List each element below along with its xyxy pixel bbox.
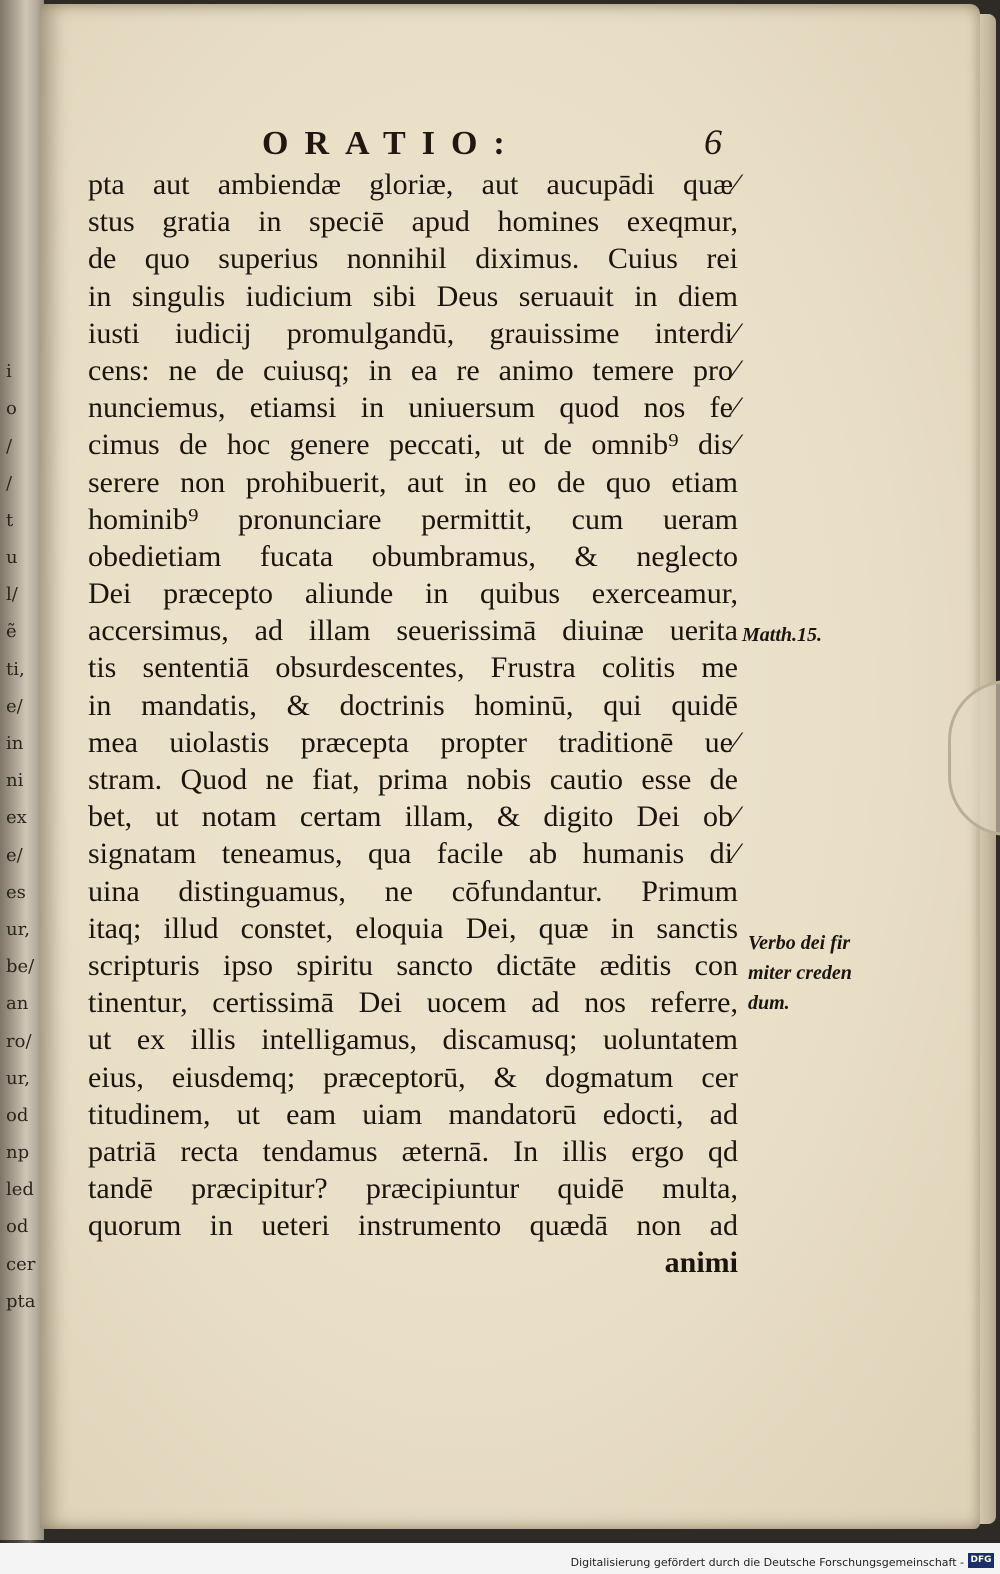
text-line: cimus de hoc genere peccati, ut de omnib⁹ dis⁄ xyxy=(88,428,738,462)
left-page-fragment: t xyxy=(6,509,14,531)
left-page-fragment xyxy=(6,279,36,316)
left-page-fragment: pta xyxy=(6,1290,36,1312)
text-line: in singulis iudicium sibi Deus seruauit in diem xyxy=(88,279,738,313)
left-page-fragment xyxy=(6,130,36,167)
left-page-fragment: l/ xyxy=(6,584,18,606)
left-page-edge xyxy=(0,0,44,1540)
left-page-fragment: u xyxy=(6,547,18,569)
text-line: signatam teneamus, qua facile ab humanis di⁄ xyxy=(88,837,738,871)
dfg-logo: DFG xyxy=(968,1553,994,1568)
text-line: cens: ne de cuiusq; in ea re animo temere pro⁄ xyxy=(88,353,738,387)
text-line: obedietiam fucata obumbramus, & neglecto xyxy=(88,539,738,573)
marginal-note-line: Verbo dei fir xyxy=(748,932,851,954)
text-line: patriā recta tendamus æternā. In illis ergo qd xyxy=(88,1134,738,1168)
left-page-fragment: e/ xyxy=(6,695,23,717)
left-page-fragment: an xyxy=(6,993,29,1015)
digitization-credit: Digitalisierung gefördert durch die Deutsche Forschungsgemeinschaft - xyxy=(570,1556,964,1569)
left-page-fragment: od xyxy=(6,1104,29,1126)
marginal-note-verbo-dei xyxy=(748,928,852,1018)
marginal-note-line: dum. xyxy=(748,992,790,1014)
text-line: eius, eiusdemq; præceptorū, & dogmatum cer xyxy=(88,1060,738,1094)
left-page-fragment xyxy=(6,167,36,204)
left-page-fragment: be/ xyxy=(6,956,35,978)
text-line: nunciemus, etiamsi in uniuersum quod nos fe⁄ xyxy=(88,391,738,425)
left-page-text-fragments xyxy=(6,130,36,1320)
main-text-block xyxy=(88,166,738,1282)
page-header xyxy=(262,122,722,165)
left-page-fragment: cer xyxy=(6,1253,36,1275)
text-line: ut ex illis intelligamus, discamusq; uoluntatem xyxy=(88,1023,738,1057)
text-line: titudinem, ut eam uiam mandatorū edocti, ad xyxy=(88,1097,738,1131)
text-line: uina distinguamus, ne cōfundantur. Primum xyxy=(88,874,738,908)
text-line: de quo superius nonnihil diximus. Cuius rei xyxy=(88,242,738,276)
text-line: Dei præcepto aliunde in quibus exerceamur, xyxy=(88,577,738,611)
left-page-fragment xyxy=(6,242,36,279)
left-page-fragment: e/ xyxy=(6,844,23,866)
left-page-fragment: ur, xyxy=(6,1067,30,1089)
text-line: mea uiolastis præcepta propter traditionē ue⁄ xyxy=(88,725,738,759)
text-line: in mandatis, & doctrinis hominū, qui quidē xyxy=(88,688,738,722)
text-line: accersimus, ad illam seuerissimā diuinæ uerita xyxy=(88,614,738,648)
text-line: tandē præcipitur? præcipiuntur quidē multa, xyxy=(88,1172,738,1206)
folio-number: 6 xyxy=(704,122,722,162)
text-line: stram. Quod ne fiat, prima nobis cautio esse de xyxy=(88,763,738,796)
text-line: quorum in ueteri instrumento quædā non ad xyxy=(88,1209,738,1243)
text-line: tis sententiā obsurdescentes, Frustra colitis me xyxy=(88,651,738,685)
left-page-fragment: ro/ xyxy=(6,1030,32,1052)
text-line: iusti iudicij promulgandū, grauissime interdi⁄ xyxy=(88,316,738,350)
left-page-fragment: ex xyxy=(6,807,27,829)
text-line: tinentur, certissimā Dei uocem ad nos referre, xyxy=(88,986,738,1020)
text-line: serere non prohibuerit, aut in eo de quo etiam xyxy=(88,465,738,499)
left-page-fragment: ni xyxy=(6,770,24,792)
catchword: animi xyxy=(664,1246,738,1280)
text-line: scripturis ipso spiritu sancto dictāte æditis con xyxy=(88,948,738,982)
marginal-note-line: miter creden xyxy=(748,962,852,984)
text-line: pta aut ambiendæ gloriæ, aut aucupādi quæ⁄ xyxy=(88,168,738,201)
left-page-fragment: es xyxy=(6,881,26,903)
text-line: stus gratia in speciē apud homines exeqmur, xyxy=(88,205,738,239)
left-page-fragment: i xyxy=(6,361,12,383)
left-page-fragment: ẽ xyxy=(6,621,17,643)
left-page-fragment: led xyxy=(6,1179,34,1201)
left-page-fragment: np xyxy=(6,1142,30,1164)
text-line: bet, ut notam certam illam, & digito Dei ob⁄ xyxy=(88,800,738,834)
marginal-note-matthew: Matth.15. xyxy=(742,624,823,646)
left-page-fragment: o xyxy=(6,398,17,420)
left-page-fragment xyxy=(6,316,36,353)
text-line: itaq; illud constet, eloquia Dei, quæ in sanctis xyxy=(88,911,738,945)
left-page-fragment: ur, xyxy=(6,918,30,940)
left-page-fragment: / xyxy=(6,472,13,494)
text-line: hominib⁹ pronunciare permittit, cum ueram xyxy=(88,502,738,536)
left-page-fragment: od xyxy=(6,1216,29,1238)
left-page-fragment xyxy=(6,204,36,241)
left-page-fragment: ti, xyxy=(6,658,25,680)
running-head: ORATIO: xyxy=(262,125,521,162)
left-page-fragment: in xyxy=(6,733,24,754)
left-page-fragment: / xyxy=(6,435,13,457)
